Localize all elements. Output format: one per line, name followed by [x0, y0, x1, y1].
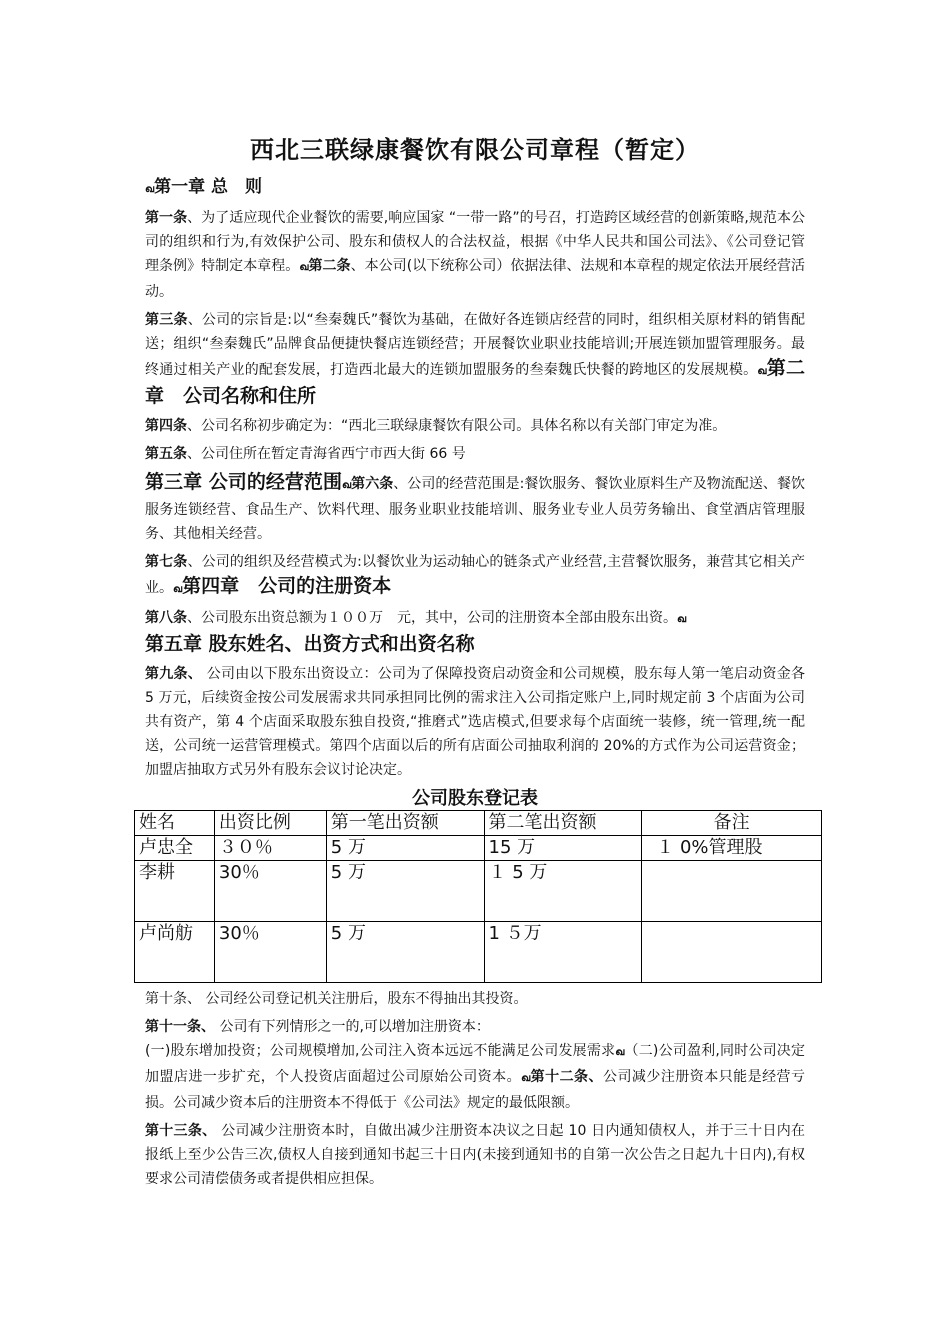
article-7-label: 第七条: [145, 554, 188, 570]
article-2-label: 第二条: [308, 258, 351, 274]
article-6-text: 、公司的经营范围是:餐饮服务、餐饮业原料生产及物流配送、餐饮服务连锁经营、食品生产、饮料代理、服务业职业技能培训、服务业专业人员劳务输出、食堂酒店管理服务、其他相关经营。: [145, 476, 806, 542]
paragraph-mark-icon: ഖ: [342, 480, 352, 491]
table-header-cell: 第一笔出资额: [326, 811, 484, 836]
table-row: [135, 922, 822, 983]
chapter-1-paragraph: [145, 175, 805, 202]
article-5-text: 、公司住所在暂定青海省西宁市西大街 66 号: [187, 446, 466, 462]
table-header-cell: 第二笔出资额: [484, 811, 642, 836]
table-row: [135, 836, 822, 861]
paragraph-mark-icon: ഖ: [677, 614, 687, 625]
chapter-4-heading: 第四章 公司的注册资本: [182, 575, 392, 597]
table-cell: １ 5 万: [484, 861, 642, 922]
article-9-label: 第九条、: [145, 666, 203, 682]
paragraph-mark-icon: ഖ: [299, 262, 309, 273]
article-4-label: 第四条: [145, 418, 187, 434]
paragraph-mark-icon: ഖ: [173, 584, 183, 595]
article-9-paragraph: [145, 662, 805, 782]
document-title: 西北三联绿康餐饮有限公司章程（暂定）: [250, 136, 700, 164]
table-header-cell: 备注: [642, 811, 822, 836]
article-12-label: 第十二条、: [530, 1069, 603, 1085]
article-11-label: 第十一条、: [145, 1019, 215, 1035]
article-3-text: 、公司的宗旨是:以“叁秦魏氏”餐饮为基础，在做好各连锁店经营的同时，组织相关原材料的销售配送；组织“叁秦魏氏”品牌食品便捷快餐店连锁经营；开展餐饮业职业技能培训;开展连锁加盟管理服务。最终通过相关产业的配套发展，打造西北最大的连锁加盟服务的叁秦魏氏快餐的跨地区的发展规模。: [145, 312, 805, 378]
article-7-paragraph: [145, 550, 805, 602]
paragraph-mark-icon: ഖ: [521, 1073, 531, 1084]
article-4-paragraph: [145, 414, 805, 438]
article-11-paragraph: [145, 1015, 805, 1115]
table-cell: 李耕: [135, 861, 215, 922]
article-13-paragraph: [145, 1119, 805, 1191]
article-11-text: 公司有下列情形之一的,可以增加注册资本：: [215, 1019, 490, 1035]
article-8-paragraph: [145, 606, 805, 658]
article-2-text: 、本公司(以下统称公司）依据法律、法规和本章程的规定依法开展经营活动。: [145, 258, 806, 300]
article-1-label: 第一条: [145, 210, 188, 226]
article-12-text: 公司减少注册资本只能是经营亏损。公司减少资本后的注册资本不得低于《公司法》规定的最低限额。: [145, 1069, 806, 1111]
article-13-label: 第十三条、: [145, 1123, 217, 1139]
article-6-label: 第六条: [351, 476, 394, 492]
table-cell: 30％: [214, 922, 326, 983]
article-10-paragraph: 第十条、 公司经公司登记机关注册后，股东不得抽出其投资。: [145, 991, 528, 1007]
table-cell: 5 万: [326, 861, 484, 922]
article-4-text: 、公司名称初步确定为：“西北三联绿康餐饮有限公司。具体名称以有关部门审定为准。: [187, 418, 727, 434]
table-cell: 30％: [214, 861, 326, 922]
article-1-2-paragraph: [145, 206, 805, 304]
table-header-cell: 出资比例: [214, 811, 326, 836]
table-cell: １ 0%管理股: [642, 836, 822, 861]
article-9-text: 公司由以下股东出资设立：公司为了保障投资启动资金和公司规模，股东每人第一笔启动资金各 5 万元，后续资金按公司发展需求共同承担同比例的需求注入公司指定账户上,同时规定前 3 个店面为公司共有资产，第 4 个店面采取股东独自投资,“推磨式”选店模式,但要求每个店面统一装修，统一管理,统一配送，公司统一运营管理模式。第四个店面以后的所有店面公司抽取利润的 20%的方式作为公司运营资金；加盟店抽取方式另外有股东会议讨论决定。: [145, 666, 806, 778]
article-5-paragraph: [145, 442, 805, 466]
article-7-text: 、公司的组织及经营模式为:以餐饮业为运动轴心的链条式产业经营,主营餐饮服务，兼营其它相关产业。: [145, 554, 805, 596]
table-row: [135, 861, 822, 922]
article-3-label: 第三条: [145, 312, 188, 328]
table-cell: ３０％: [214, 836, 326, 861]
table-cell: 卢忠全: [135, 836, 215, 861]
paragraph-mark-icon: ഖ: [145, 184, 155, 195]
table-cell: [642, 861, 822, 922]
paragraph-mark-icon: ഖ: [757, 366, 767, 377]
chapter-1-heading: 第一章 总 则: [154, 177, 263, 197]
table-header-row: [135, 811, 822, 836]
chapter-2-heading: 第二章 公司名称和住所: [145, 357, 805, 407]
article-8-label: 第八条: [145, 610, 187, 626]
article-3-paragraph: [145, 308, 805, 410]
article-1-text: 、为了适应现代企业餐饮的需要,响应国家 “一带一路”的号召，打造跨区域经营的创新策略,规范本公司的组织和行为,有效保护公司、股东和债权人的合法权益，根据《中华人民共和国公司法》、《公司登记管理条例》特制定本章程。: [145, 210, 806, 274]
document-page: [139, 130, 806, 1195]
table-cell: 5 万: [326, 836, 484, 861]
shareholder-table: [134, 810, 822, 983]
article-8-text: 、公司股东出资总额为１００万 元，其中，公司的注册资本全部由股东出资。: [187, 610, 677, 626]
table-header-cell: 姓名: [135, 811, 215, 836]
table-cell: [642, 922, 822, 983]
table-cell: 5 万: [326, 922, 484, 983]
table-cell: 15 万: [484, 836, 642, 861]
chapter-5-heading: 第五章 股东姓名、出资方式和出资名称: [145, 633, 475, 655]
shareholder-table-title: 公司股东登记表: [412, 788, 538, 809]
article-5-label: 第五条: [145, 446, 187, 462]
article-11-item-1: (一)股东增加投资；公司规模增加,公司注入资本远远不能满足公司发展需求: [145, 1043, 616, 1059]
table-cell: 卢尚舫: [135, 922, 215, 983]
paragraph-mark-icon: ഖ: [615, 1047, 625, 1058]
article-13-text: 公司减少注册资本时，自做出减少注册资本决议之日起 10 日内通知债权人，并于三十日内在报纸上至少公告三次,债权人自接到通知书起三十日内(未接到通知书的自第一次公告之日起九十日内),有权要求公司清偿债务或者提供相应担保。: [145, 1123, 806, 1187]
table-cell: 1 ５万: [484, 922, 642, 983]
article-11-item-2: （二)公司盈利,同时公司决定加盟店进一步扩充，个人投资店面超过公司原始公司资本。: [145, 1043, 805, 1085]
chapter-3-heading: 第三章 公司的经营范围: [145, 471, 343, 493]
chapter-3-paragraph: [145, 470, 805, 546]
